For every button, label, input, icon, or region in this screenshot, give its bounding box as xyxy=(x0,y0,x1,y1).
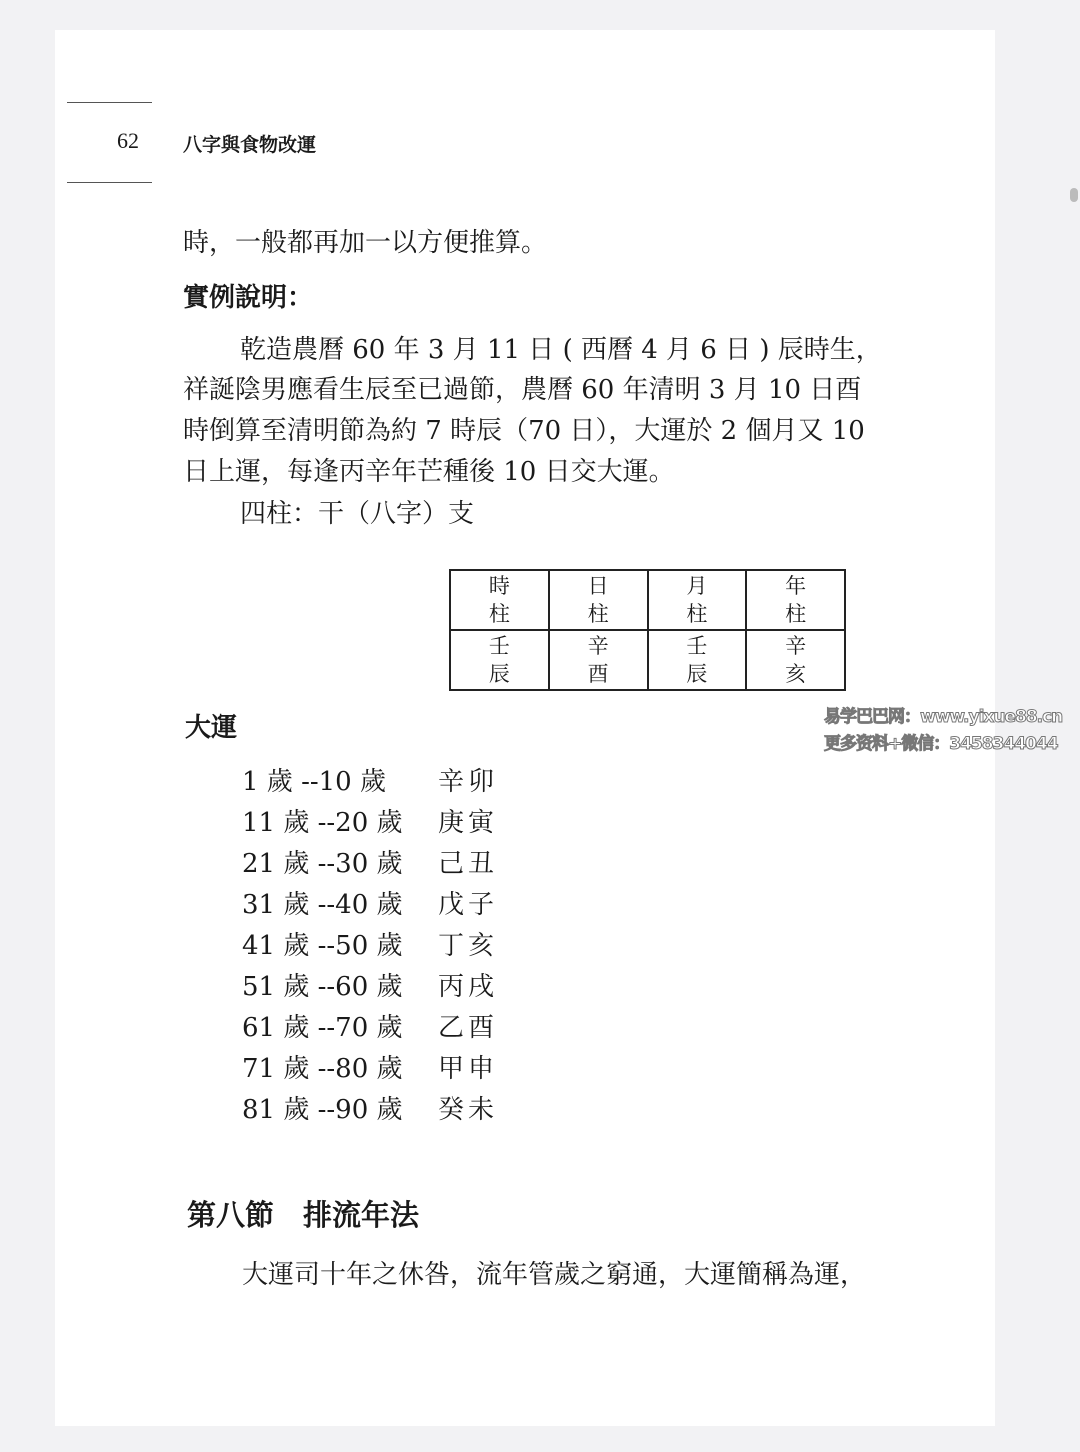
page-number: 62 xyxy=(117,128,139,153)
dayun-ganzhi: 辛卯 xyxy=(438,767,499,797)
table-cell: 壬 辰 xyxy=(450,630,549,690)
dayun-age-range: 61 歲 --70 歲 xyxy=(242,1013,403,1043)
dayun-ganzhi: 丙戌 xyxy=(438,972,499,1002)
watermark-line: 易学巴巴网：www.yixue88.cn xyxy=(824,707,1063,727)
dayun-ganzhi: 乙酉 xyxy=(438,1013,499,1043)
paragraph-line: 日上運，每逢丙辛年芒種後 10 日交大運。 xyxy=(183,457,675,487)
dayun-heading: 大運 xyxy=(185,713,238,743)
dayun-age-range: 41 歲 --50 歲 xyxy=(242,931,403,961)
table-cell: 辛 酉 xyxy=(549,630,648,690)
watermark-line: 更多资料+微信：3458344044 xyxy=(824,734,1058,754)
dayun-ganzhi: 丁亥 xyxy=(438,931,499,961)
dayun-age-range: 21 歲 --30 歲 xyxy=(242,849,403,879)
section-heading: 第八節 排流年法 xyxy=(187,1198,420,1232)
table-cell: 辛 亥 xyxy=(746,630,845,690)
example-heading: 實例說明： xyxy=(183,283,314,313)
table-cell: 月 柱 xyxy=(648,570,747,630)
dayun-age-range: 71 歲 --80 歲 xyxy=(242,1054,403,1084)
dayun-age-range: 81 歲 --90 歲 xyxy=(242,1095,403,1125)
running-header: 八字與食物改運 xyxy=(183,134,317,156)
four-pillars-label: 四柱：干（八字）支 xyxy=(240,499,475,529)
dayun-ganzhi: 庚寅 xyxy=(438,808,499,838)
table-cell: 時 柱 xyxy=(450,570,549,630)
table-cell: 年 柱 xyxy=(746,570,845,630)
paragraph-line: 祥誕陰男應看生辰至已過節，農曆 60 年清明 3 月 10 日酉 xyxy=(183,375,862,405)
table-row xyxy=(450,630,845,690)
dayun-age-range: 1 歲 --10 歲 xyxy=(242,767,386,797)
dayun-ganzhi: 己丑 xyxy=(438,849,499,879)
table-header-row xyxy=(450,570,845,630)
four-pillars-table xyxy=(449,569,846,691)
section-paragraph: 大運司十年之休咎，流年管歲之窮通，大運簡稱為運， xyxy=(242,1260,867,1290)
paragraph-line: 時倒算至清明節為約 7 時辰（70 日），大運於 2 個月又 10 xyxy=(183,416,865,446)
table-cell: 壬 辰 xyxy=(648,630,747,690)
dayun-ganzhi: 戊子 xyxy=(438,890,499,920)
dayun-age-range: 11 歲 --20 歲 xyxy=(242,808,403,838)
header-rule-top xyxy=(67,102,152,103)
dayun-age-range: 31 歲 --40 歲 xyxy=(242,890,403,920)
header-rule-bottom xyxy=(67,182,152,183)
scrollbar-thumb[interactable] xyxy=(1070,188,1078,202)
paragraph-continuation: 時，一般都再加一以方便推算。 xyxy=(183,228,548,258)
dayun-ganzhi: 甲申 xyxy=(438,1054,499,1084)
table-cell: 日 柱 xyxy=(549,570,648,630)
dayun-ganzhi: 癸未 xyxy=(438,1095,499,1125)
paragraph-line: 乾造農曆 60 年 3 月 11 日 ( 西曆 4 月 6 日 ) 辰時生， xyxy=(240,335,882,365)
dayun-age-range: 51 歲 --60 歲 xyxy=(242,972,403,1002)
